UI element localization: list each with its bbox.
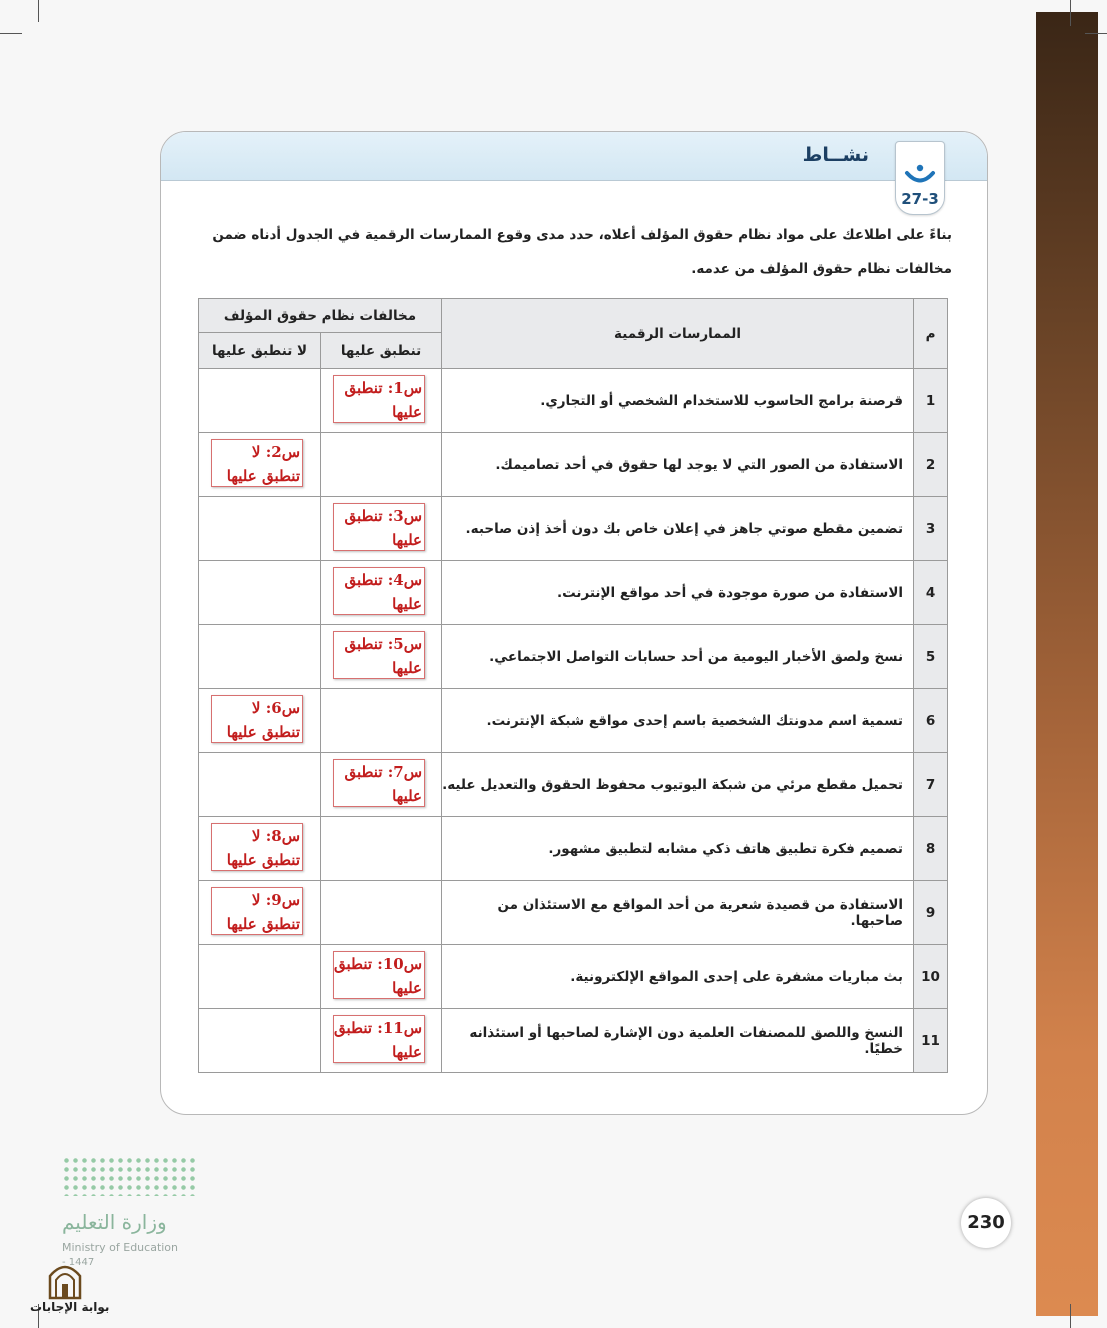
ministry-name-ar: وزارة التعليم [62, 1210, 167, 1234]
row-number: 5 [914, 625, 948, 689]
table-row [199, 433, 948, 497]
portal-logo-icon [42, 1256, 88, 1302]
table-row [199, 561, 948, 625]
row-number: 3 [914, 497, 948, 561]
applies-cell [321, 561, 442, 625]
practice-text: نسخ ولصق الأخبار اليومية من أحد حسابات التواصل الاجتماعي. [442, 625, 914, 689]
crop-mark [1070, 1304, 1071, 1328]
applies-cell [321, 945, 442, 1009]
side-color-strip [1036, 12, 1098, 1316]
row-number: 4 [914, 561, 948, 625]
answer-box[interactable]: س1: تنطبق عليها [333, 375, 425, 423]
row-number: 1 [914, 369, 948, 433]
applies-cell [321, 689, 442, 753]
activity-badge [895, 141, 945, 215]
table-row [199, 1009, 948, 1073]
answer-box[interactable]: س11: تنطبق عليها [333, 1015, 425, 1063]
applies-cell [321, 369, 442, 433]
answer-box[interactable]: س4: تنطبق عليها [333, 567, 425, 615]
applies-cell [321, 753, 442, 817]
row-number: 6 [914, 689, 948, 753]
answer-box[interactable]: س5: تنطبق عليها [333, 631, 425, 679]
applies-cell [321, 817, 442, 881]
page-number: 230 [967, 1212, 1005, 1233]
activity-header [161, 132, 987, 181]
row-number: 10 [914, 945, 948, 1009]
crop-mark [1070, 0, 1071, 26]
answer-box[interactable]: س8: لا تنطبق عليها [211, 823, 303, 871]
watermark-text: بوابة الإجابات [30, 1300, 110, 1314]
row-number: 9 [914, 881, 948, 945]
practices-table [198, 298, 948, 1073]
activity-number: 27-3 [901, 190, 939, 208]
applies-cell [321, 497, 442, 561]
page-number-badge [961, 1198, 1011, 1248]
practice-text: تضمين مقطع صوتي جاهز في إعلان خاص بك دون أخذ إذن صاحبه. [442, 497, 914, 561]
header-not-applies: لا تنطبق عليها [199, 333, 321, 369]
table-row [199, 753, 948, 817]
ministry-year: - 1447 [62, 1257, 95, 1268]
not-applies-cell [199, 433, 321, 497]
practice-text: بث مباريات مشفرة على إحدى المواقع الإلكترونية. [442, 945, 914, 1009]
row-number: 2 [914, 433, 948, 497]
ministry-logo-dots [62, 1156, 196, 1196]
applies-cell [321, 433, 442, 497]
table-row [199, 881, 948, 945]
header-violations: مخالفات نظام حقوق المؤلف [199, 299, 442, 333]
row-number: 11 [914, 1009, 948, 1073]
practice-text: الاستفادة من الصور التي لا يوجد لها حقوق في أحد تصاميمك. [442, 433, 914, 497]
practice-text: قرصنة برامج الحاسوب للاستخدام الشخصي أو التجاري. [442, 369, 914, 433]
ministry-name-en: Ministry of Education [62, 1241, 179, 1254]
answer-box[interactable]: س9: لا تنطبق عليها [211, 887, 303, 935]
crop-mark [1085, 33, 1107, 34]
row-number: 8 [914, 817, 948, 881]
table-row [199, 945, 948, 1009]
not-applies-cell [199, 625, 321, 689]
table-row [199, 625, 948, 689]
crop-mark [38, 0, 39, 22]
header-applies: تنطبق عليها [321, 333, 442, 369]
not-applies-cell [199, 689, 321, 753]
applies-cell [321, 1009, 442, 1073]
table-row [199, 817, 948, 881]
practice-text: الاستفادة من قصيدة شعرية من أحد المواقع مع الاستئذان من صاحبها. [442, 881, 914, 945]
table-row [199, 369, 948, 433]
answer-box[interactable]: س6: لا تنطبق عليها [211, 695, 303, 743]
table-row [199, 497, 948, 561]
not-applies-cell [199, 817, 321, 881]
activity-instructions [190, 218, 952, 286]
answer-box[interactable]: س10: تنطبق عليها [333, 951, 425, 999]
instruction-line: بناءً على اطلاعك على مواد نظام حقوق المؤلف أعلاه، حدد مدى وقوع الممارسات الرقمية في الجدول أدناه ضمن [212, 227, 952, 243]
not-applies-cell [199, 1009, 321, 1073]
row-number: 7 [914, 753, 948, 817]
table-row [199, 689, 948, 753]
not-applies-cell [199, 369, 321, 433]
not-applies-cell [199, 497, 321, 561]
practice-text: الاستفادة من صورة موجودة في أحد مواقع الإنترنت. [442, 561, 914, 625]
practice-text: تسمية اسم مدونتك الشخصية باسم إحدى مواقع شبكة الإنترنت. [442, 689, 914, 753]
activity-title: نشــاط [802, 144, 869, 166]
activity-icon [904, 164, 936, 186]
crop-mark [0, 33, 22, 34]
applies-cell [321, 881, 442, 945]
answer-box[interactable]: س7: تنطبق عليها [333, 759, 425, 807]
header-practices: الممارسات الرقمية [442, 299, 914, 369]
instruction-line: مخالفات نظام حقوق المؤلف من عدمه. [691, 261, 952, 277]
header-num: م [914, 299, 948, 369]
not-applies-cell [199, 881, 321, 945]
applies-cell [321, 625, 442, 689]
not-applies-cell [199, 561, 321, 625]
not-applies-cell [199, 945, 321, 1009]
answer-box[interactable]: س2: لا تنطبق عليها [211, 439, 303, 487]
practice-text: تصميم فكرة تطبيق هاتف ذكي مشابه لتطبيق مشهور. [442, 817, 914, 881]
not-applies-cell [199, 753, 321, 817]
practice-text: تحميل مقطع مرئي من شبكة اليوتيوب محفوظ الحقوق والتعديل عليه. [442, 753, 914, 817]
practice-text: النسخ واللصق للمصنفات العلمية دون الإشارة لصاحبها أو استئذانه خطيًا. [442, 1009, 914, 1073]
answer-box[interactable]: س3: تنطبق عليها [333, 503, 425, 551]
